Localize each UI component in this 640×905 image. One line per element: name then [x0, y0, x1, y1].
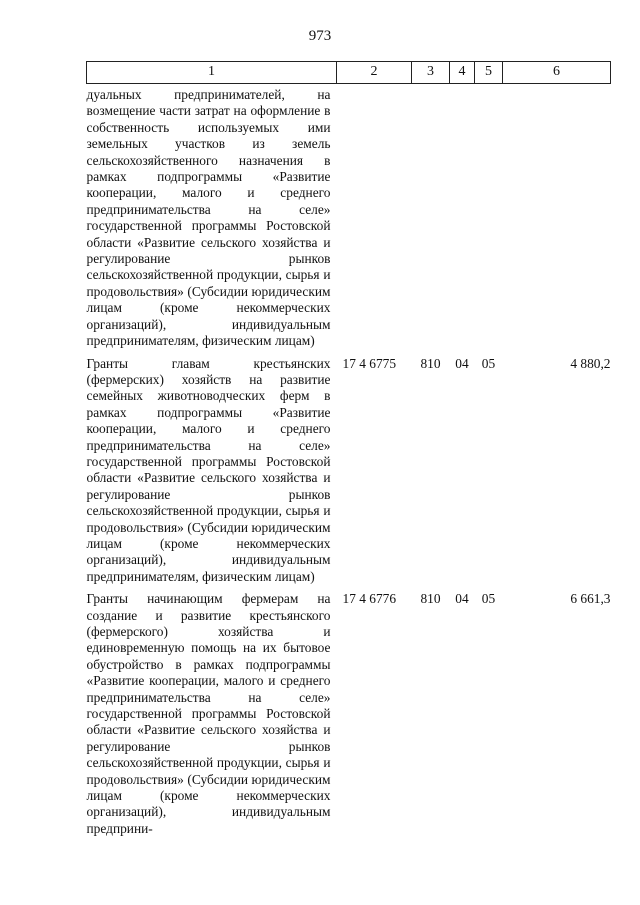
page-number: 973: [308, 28, 332, 44]
row-amount: 6 661,3: [570, 591, 611, 607]
table-row: [87, 356, 611, 592]
column-header-6: 6: [503, 62, 611, 84]
row-type: 810: [420, 355, 441, 371]
row-section: 04: [455, 591, 469, 607]
row-description: Гранты начинающим фермерам на создание и развитие крестьянского (фермерского) хозяйства и единовременную помощь на их бытовое обустройство в рамках подпрограммы «Развитие кооперации, малого и среднего предпринимательства на селе» государственной программы Ростовской области «Развитие сельского хозяйства и регулирование рынков сельскохозяйственной продукции, сырья и продовольствия» (Субсидии юридическим лицам (кроме некоммерческих организаций), индивидуальным предприни-: [86, 591, 331, 836]
row-code: 17 4 6775: [342, 355, 397, 371]
row-description: дуальных предпринимателей, на возмещение части затрат на оформление в собственность используемых ими земельных участков из земель сельскохозяйственного назначения в рамках подпрограммы «Развитие кооперации, малого и среднего предпринимательства на селе» государственной программы Ростовской области «Развитие сельского хозяйства и регулирование рынков сельскохозяйственной продукции, сырья и продовольствия» (Субсидии юридическим лицам (кроме некоммерческих организаций), индивидуальным предпринимателям, физическим лицам): [86, 87, 331, 349]
row-section: [450, 84, 475, 356]
column-header-2: 2: [337, 62, 412, 84]
column-header-1: 1: [87, 62, 337, 84]
table-header-row: [87, 62, 611, 84]
row-code: 17 4 6776: [342, 591, 397, 607]
table-row: [87, 84, 611, 356]
column-header-3: 3: [412, 62, 450, 84]
table-row: [87, 591, 611, 843]
column-header-5: 5: [475, 62, 503, 84]
row-amount: [503, 84, 611, 356]
row-section: 04: [455, 355, 469, 371]
row-amount: 4 880,2: [570, 355, 611, 371]
budget-table: [86, 61, 611, 843]
row-code: [337, 84, 412, 356]
row-type: 810: [420, 591, 441, 607]
row-type: [412, 84, 450, 356]
row-subsection: 05: [481, 591, 496, 607]
column-header-4: 4: [450, 62, 475, 84]
row-subsection: 05: [481, 355, 496, 371]
row-description: Гранты главам крестьянских (фермерских) хозяйств на развитие семейных животноводческих ферм в рамках подпрограммы «Развитие кооперации, малого и среднего предпринимательства на селе» государственной программы Ростовской области «Развитие сельского хозяйства и регулирование рынков сельскохозяйственной продукции, сырья и продовольствия» (Субсидии юридическим лицам (кроме некоммерческих организаций), индивидуальным предпринимателям, физическим лицам): [86, 355, 331, 584]
row-subsection: [475, 84, 503, 356]
